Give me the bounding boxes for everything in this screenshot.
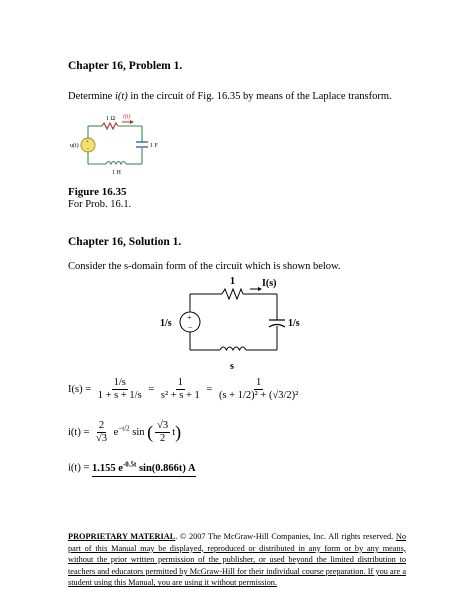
eq1-fraction-3	[217, 377, 300, 402]
solution-title: Chapter 16, Solution 1.	[68, 236, 182, 248]
s-resistor-label: 1	[230, 276, 235, 287]
eq2-exp-base: e	[113, 426, 119, 438]
current-arrow	[130, 120, 134, 124]
eq2-argument	[155, 420, 170, 445]
eq3-base: e	[118, 462, 123, 474]
footer-copyright: . © 2007 The McGraw-Hill Companies, Inc. All rights reserved.	[175, 532, 396, 541]
eq2-arg-num: √3	[157, 420, 169, 431]
figure-title: Figure 16.35	[68, 186, 127, 198]
s-source-label: 1/s	[160, 318, 172, 329]
eq1-f1-num: 1/s	[113, 377, 126, 388]
resistor-label: 1 Ω	[106, 116, 115, 122]
eq1-lhs: I(s) =	[68, 383, 92, 395]
s-domain-circuit	[150, 274, 320, 374]
eq2-lhs: i(t) =	[68, 426, 90, 438]
figure-16-35-circuit	[70, 112, 170, 182]
s-inductor-symbol	[220, 347, 246, 350]
eq1-f3-den: (s + 1/2)² + (√3/2)²	[218, 390, 299, 401]
statement-prefix: Determine	[68, 91, 115, 102]
footer-notice: No part of this Manual may be displayed, reproduced or distributed in any form or by any means, without the prior written permission of the publisher, or used beyond the limited distribution to teachers and educators permitted by McGraw-Hill for their individual course preparation. If you are a student using this Manual, you are using it without permission.	[68, 532, 406, 588]
eq3-exponent: -0.5t	[122, 460, 137, 468]
problem-title: Chapter 16, Problem 1.	[68, 60, 183, 72]
inductor-label: 1 H	[112, 170, 121, 176]
eq3-rest: sin(0.866t) A	[138, 462, 196, 474]
eq2-sin: sin	[132, 426, 145, 438]
eq2-coef-num: 2	[98, 420, 105, 431]
proprietary-notice	[68, 531, 406, 589]
s-resistor-symbol	[222, 289, 243, 299]
final-answer	[92, 460, 196, 477]
eq3-coefficient: 1.155	[92, 462, 116, 474]
eq2-exponent: −t/2	[118, 424, 130, 433]
eq2-coefficient	[94, 420, 109, 445]
capacitor-label: 1 F	[150, 143, 158, 149]
inductor-symbol	[106, 162, 126, 165]
equation-1: I(s) = $\frac{1/s}{1 + s + 1/s}$ = $\frac{1}{\text{s² + s + 1}}$ = $\frac{1}{\text{(s + 1/2)² + (√3/2)²}}$	[68, 377, 299, 401]
eq1-f3-num: 1	[255, 377, 262, 388]
resistor-symbol	[102, 123, 118, 129]
eq1-f2-num: 1	[177, 377, 183, 388]
statement-variable: i(t)	[114, 91, 128, 102]
eq1-f2-den: s² + s + 1	[160, 390, 200, 401]
eq1-f1-den: 1 + s + 1/s	[97, 390, 142, 401]
source-label: u(t)	[70, 143, 79, 149]
equation-3	[68, 460, 196, 474]
svg-text:−: −	[188, 323, 193, 332]
svg-text:+: +	[86, 140, 89, 145]
problem-statement	[68, 91, 392, 102]
svg-text:−: −	[86, 147, 90, 152]
s-inductor-label: s	[230, 361, 234, 372]
eq1-fraction-1	[96, 377, 144, 402]
current-label: i(t)	[123, 114, 131, 120]
figure-caption: For Prob. 16.1.	[68, 199, 132, 210]
equation-2: i(t) = $\frac{2}{√3}$ $e^{-t/2}$ sin ( $\frac{√3}{2}$ t)	[68, 420, 182, 444]
s-current-label: I(s)	[262, 278, 277, 289]
footer-label: PROPRIETARY MATERIAL	[68, 532, 176, 541]
eq3-lhs: i(t) =	[68, 462, 90, 474]
eq2-arg-den: 2	[160, 433, 166, 444]
statement-suffix: in the circuit of Fig. 16.35 by means of the Laplace transform.	[127, 91, 392, 102]
s-capacitor-label: 1/s	[288, 318, 300, 329]
eq2-coef-den: √3	[96, 433, 108, 444]
solution-intro: Consider the s-domain form of the circuit which is shown below.	[68, 261, 341, 272]
svg-text:+: +	[187, 313, 192, 322]
eq1-fraction-2	[159, 377, 202, 402]
eq2-arg-var: t	[172, 426, 176, 438]
